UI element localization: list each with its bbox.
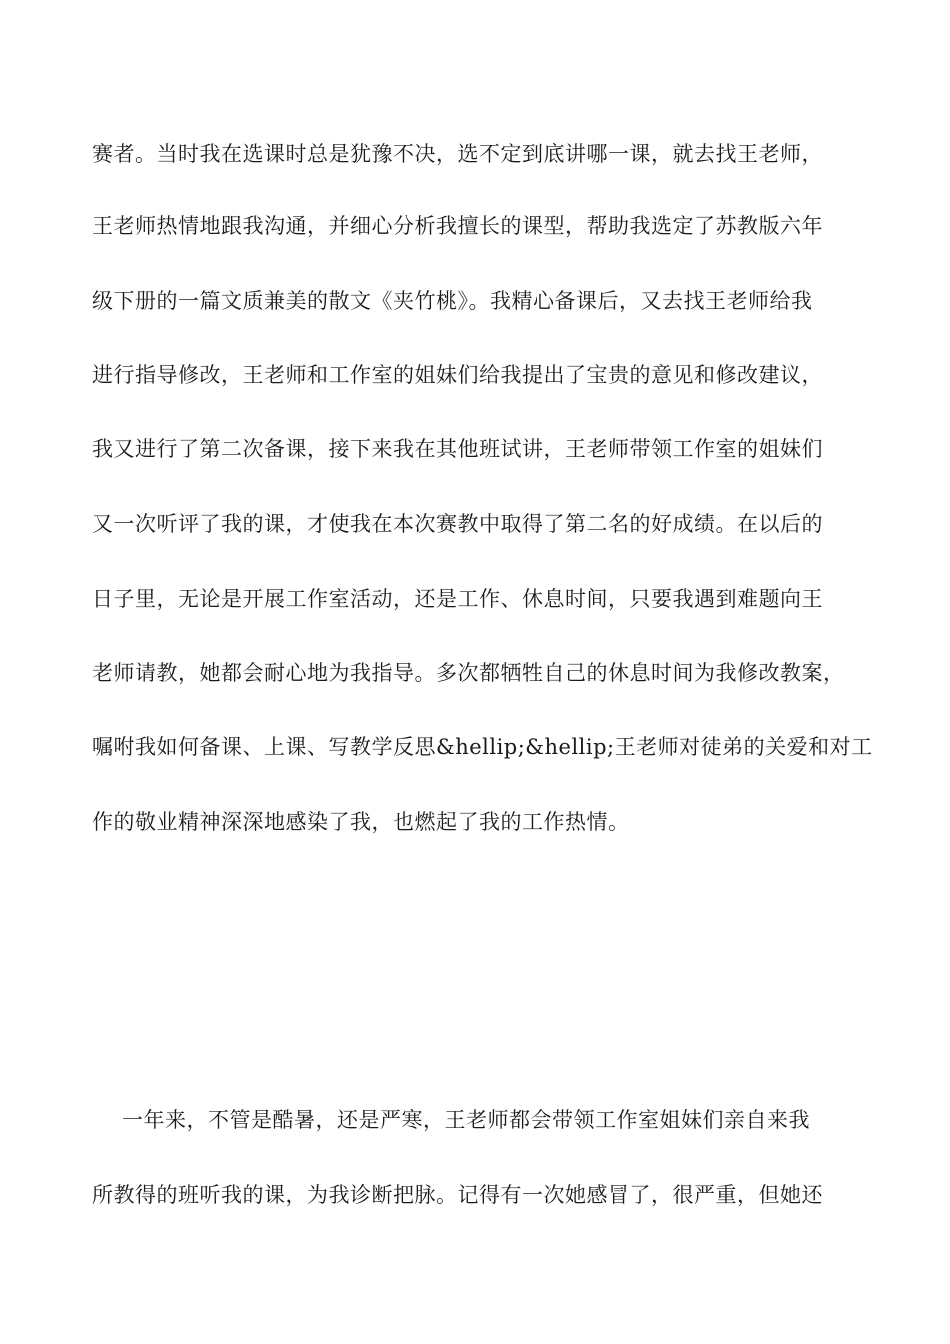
paragraph1-line-6: 又一次听评了我的课，才使我在本次赛教中取得了第二名的好成绩。在以后的 <box>92 512 823 536</box>
paragraph1-line-7: 日子里，无论是开展工作室活动，还是工作、休息时间，只要我遇到难题向王 <box>92 587 823 611</box>
paragraph1-line-2: 王老师热情地跟我沟通，并细心分析我擅长的课型，帮助我选定了苏教版六年 <box>92 214 823 238</box>
paragraph2-line-1: 一年来，不管是酷暑，还是严寒，王老师都会带领工作室姐妹们亲自来我 <box>122 1108 810 1132</box>
paragraph1-line-1: 赛者。当时我在选课时总是犹豫不决，选不定到底讲哪一课，就去找王老师， <box>92 142 823 166</box>
paragraph1-line-4: 进行指导修改，王老师和工作室的姐妹们给我提出了宝贵的意见和修改建议， <box>92 363 823 387</box>
paragraph1-line-9: 嘱咐我如何备课、上课、写教学反思&hellip;&hellip;王老师对徒弟的关爱和对工 <box>92 735 873 759</box>
paragraph1-line-3: 级下册的一篇文质兼美的散文《夹竹桃》。我精心备课后，又去找王老师给我 <box>92 289 813 313</box>
paragraph1-line-10: 作的敬业精神深深地感染了我，也燃起了我的工作热情。 <box>92 810 630 834</box>
paragraph2-line-2: 所教得的班听我的课，为我诊断把脉。记得有一次她感冒了，很严重，但她还 <box>92 1183 823 1207</box>
paragraph1-line-5: 我又进行了第二次备课，接下来我在其他班试讲，王老师带领工作室的姐妹们 <box>92 437 823 461</box>
paragraph1-line-8: 老师请教，她都会耐心地为我指导。多次都牺牲自己的休息时间为我修改教案， <box>92 661 845 685</box>
